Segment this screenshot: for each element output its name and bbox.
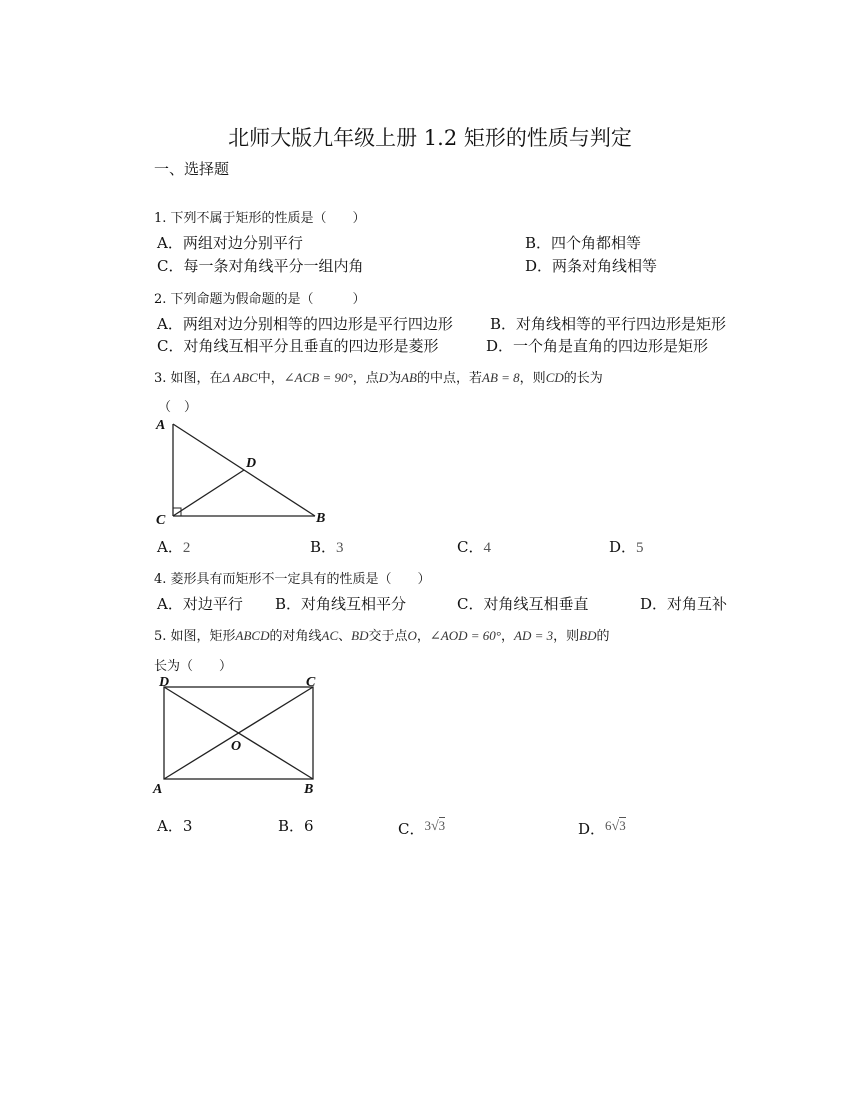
q5-stem-text-7: ，则	[553, 629, 580, 644]
q5-option-c[interactable]	[398, 814, 446, 838]
q5-math-angle: ∠AOD = 60°	[429, 628, 502, 643]
q4-option-d[interactable]: D．对角互补	[640, 595, 728, 613]
q1-option-b[interactable]: B．四个角都相等	[525, 234, 642, 252]
q3-option-c-label: C．	[457, 538, 484, 556]
q5-stem-text-1: 5. 如图，矩形	[154, 629, 236, 644]
q5-option-c-coef: 3	[424, 818, 431, 833]
q3-option-d-label: D．	[609, 538, 637, 556]
q3-math-angle: ∠ACB = 90°	[283, 370, 353, 385]
q4-option-b[interactable]: B．对角线互相平分	[275, 595, 407, 613]
q3-option-a-value: 2	[182, 540, 191, 556]
q2-option-c[interactable]: C．对角线互相平分且垂直的四边形是菱形	[157, 337, 439, 355]
q1-option-c[interactable]: C．每一条对角线平分一组内角	[157, 257, 364, 275]
q5-math-rect: ABCD	[235, 628, 270, 643]
q5-label-d: D	[159, 675, 170, 690]
q2-option-b[interactable]: B．对角线相等的平行四边形是矩形	[490, 315, 727, 333]
page-title: 北师大版九年级上册 1.2 矩形的性质与判定	[228, 126, 632, 150]
q5-stem-text-5: ，	[416, 629, 430, 644]
q5-stem-line2: 长为（ ）	[154, 659, 233, 674]
q5-option-a[interactable]: A．3	[157, 817, 193, 835]
q5-option-d-coef: 6	[605, 818, 612, 833]
q3-stem-text-7: 的长为	[563, 371, 603, 386]
q3-option-a[interactable]	[157, 536, 190, 557]
sqrt-icon: √	[430, 819, 439, 834]
q2-stem: 2. 下列命题为假命题的是（ ）	[154, 292, 366, 307]
q5-option-d-radicand: 3	[619, 818, 626, 833]
q5-math-bd-2: BD	[579, 628, 597, 643]
q5-option-b[interactable]: B．6	[278, 817, 314, 835]
q5-option-d-label: D．	[578, 820, 606, 838]
q3-answer-paren: （ ）	[158, 400, 198, 415]
q3-math-segment-cd: CD	[545, 370, 564, 385]
q3-option-b-value: 3	[336, 540, 344, 556]
q3-option-d-value: 5	[636, 540, 644, 556]
section-heading: 一、选择题	[154, 160, 230, 178]
q1-option-d[interactable]: D．两条对角线相等	[525, 257, 658, 275]
q3-math-ab-length: AB = 8	[482, 370, 520, 385]
q4-option-a[interactable]: A．对边平行	[157, 595, 243, 613]
q5-rectangle-figure	[150, 670, 335, 800]
q3-option-b-label: B．	[310, 538, 337, 556]
q1-stem: 1. 下列不属于矩形的性质是（ ）	[154, 211, 366, 226]
q3-stem-text-1: 3. 如图，在	[154, 371, 223, 386]
q3-label-c: C	[156, 513, 166, 528]
q5-stem-text-4: 交于点	[368, 629, 408, 644]
q3-stem-text-2: 中，	[257, 371, 284, 386]
q5-stem-text-2: 的对角线	[269, 629, 322, 644]
q3-label-b: B	[316, 511, 326, 526]
q3-triangle-figure	[150, 412, 340, 530]
q3-stem-text-5: 的中点，若	[417, 371, 483, 386]
q5-label-b: B	[304, 782, 314, 797]
q2-option-a[interactable]: A．两组对边分别相等的四边形是平行四边形	[157, 315, 453, 333]
q3-option-c-value: 4	[483, 540, 491, 556]
q5-option-c-label: C．	[398, 820, 425, 838]
q5-label-a: A	[153, 782, 163, 797]
q5-label-o: O	[231, 739, 242, 754]
q3-stem	[154, 367, 603, 386]
q3-option-b[interactable]	[310, 536, 344, 557]
q3-label-a: A	[156, 418, 166, 433]
q1-option-a[interactable]: A．两组对边分别平行	[157, 234, 303, 252]
q5-option-d[interactable]	[578, 814, 626, 838]
q5-stem-text-8: 的	[596, 629, 610, 644]
q5-math-bd: BD	[351, 628, 369, 643]
q4-stem: 4. 菱形具有而矩形不一定具有的性质是（ ）	[154, 572, 431, 587]
q5-stem-text-3: 、	[338, 629, 352, 644]
q3-option-a-label: A．	[157, 538, 183, 556]
q3-option-d[interactable]	[609, 536, 644, 557]
q3-label-d: D	[246, 456, 257, 471]
q3-stem-text-3: ，点	[352, 371, 379, 386]
q5-math-ad: AD = 3	[514, 628, 554, 643]
q3-math-triangle: Δ ABC	[222, 370, 258, 385]
q3-option-c[interactable]	[457, 536, 491, 557]
q3-math-point-d: D	[378, 370, 389, 385]
q3-math-segment-ab: AB	[401, 370, 417, 385]
q4-option-c[interactable]: C．对角线互相垂直	[457, 595, 589, 613]
q2-option-d[interactable]: D．一个角是直角的四边形是矩形	[486, 337, 709, 355]
q3-stem-text-6: ，则	[519, 371, 546, 386]
q3-stem-text-4: 为	[388, 371, 402, 386]
q5-math-ac: AC	[321, 628, 339, 643]
q5-option-c-radicand: 3	[438, 818, 446, 833]
q5-math-o: O	[407, 628, 417, 643]
q5-label-c: C	[306, 675, 316, 690]
q3-segment-cd	[173, 470, 244, 516]
sqrt-icon: √	[611, 819, 620, 834]
q5-stem-text-6: ，	[501, 629, 515, 644]
q5-stem	[154, 625, 610, 644]
